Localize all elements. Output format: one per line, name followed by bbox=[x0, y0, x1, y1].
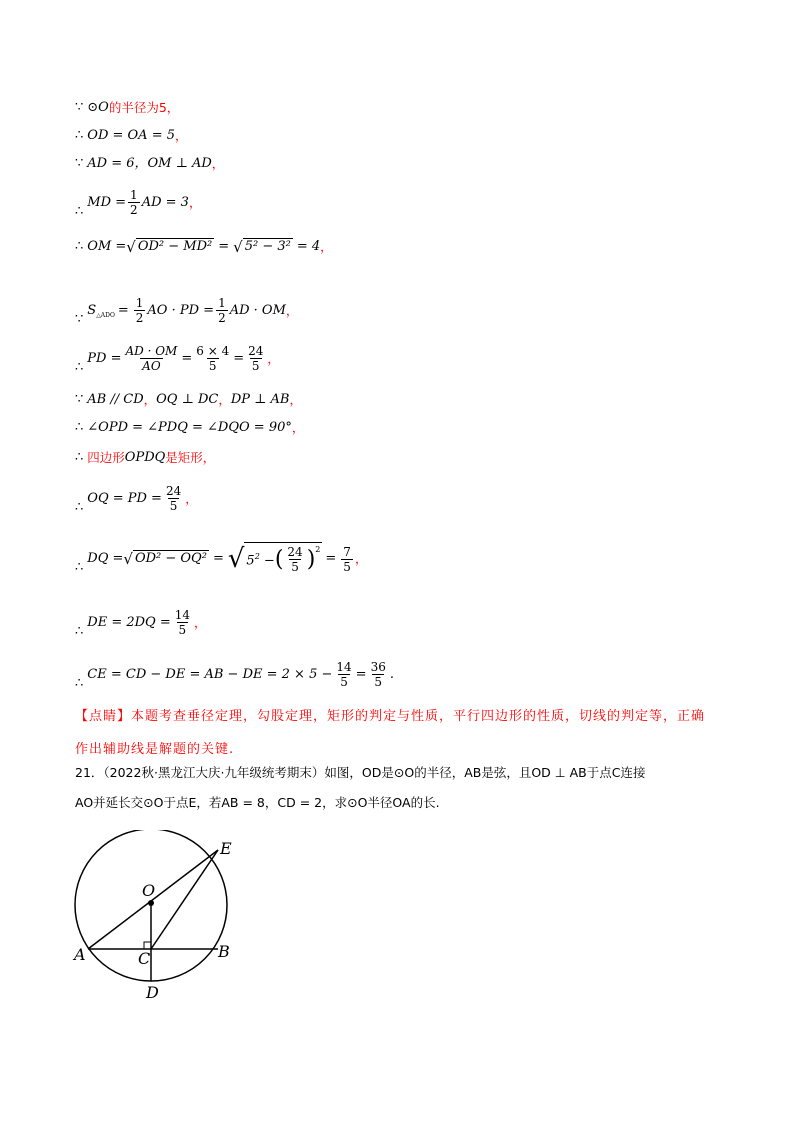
label-o: O bbox=[142, 881, 156, 900]
solution-line-12: ∴ DQ = √ OD² − OQ² = √ $5^2$ − ( $\frac{24}{5}$ ) $^2$ = $\frac{7}{5}$ ， bbox=[75, 544, 368, 575]
right-angle-mark bbox=[144, 942, 151, 949]
geometry-figure bbox=[60, 830, 260, 1010]
fraction: $\frac{6 \times 4}{5}$ bbox=[196, 344, 230, 373]
fraction: $\frac{24}{5}$ bbox=[287, 545, 303, 574]
label-a: A bbox=[74, 945, 86, 964]
solution-line-13: ∴ DE = 2DQ = $\frac{14}{5}$ ， bbox=[75, 608, 207, 639]
square-root: √ $5^2$ − ( $\frac{24}{5}$ ) $^2$ bbox=[227, 544, 321, 574]
fraction: $\frac{14}{5}$ bbox=[174, 608, 191, 637]
solution-line-1: ∵ ⊙O 的半径为5， bbox=[75, 100, 180, 115]
solution-line-3: ∵ AD = 6，OM ⊥ AD ， bbox=[75, 156, 225, 171]
label-c: C bbox=[138, 949, 151, 968]
center-point bbox=[148, 900, 154, 906]
fraction: $\frac{1}{2}$ bbox=[218, 296, 226, 325]
solution-line-7: ∴ PD = $\frac{AD \cdot OM}{AO}$ = $\frac{6 \times 4}{5}$ = $\frac{24}{5}$ ， bbox=[75, 344, 280, 375]
solution-line-4: ∴ MD = $\frac{1}{2}$ AD = 3 ， bbox=[75, 188, 202, 219]
fraction: $\frac{1}{2}$ bbox=[130, 188, 138, 217]
solution-line-11: ∴ OQ = PD = $\frac{24}{5}$ ， bbox=[75, 484, 198, 515]
solution-line-2: ∴ OD = OA = 5 ， bbox=[75, 128, 188, 143]
solution-line-10: ∴ 四边形 OPDQ 是矩形， bbox=[75, 450, 216, 465]
fraction: $\frac{14}{5}$ bbox=[336, 660, 352, 689]
label-d: D bbox=[146, 983, 159, 1002]
square-root: √ OD² − OQ² bbox=[123, 550, 207, 568]
key-point-note: 【点睛】本题考查垂径定理，勾股定理，矩形的判定与性质，平行四边形的性质，切线的判定等，正确作出辅助线是解题的关键. bbox=[75, 709, 706, 757]
segment-ce bbox=[151, 850, 218, 949]
label-e: E bbox=[220, 839, 232, 858]
fraction: $\frac{24}{5}$ bbox=[165, 484, 182, 513]
question-text-line-2: AO并延长交⊙O于点E，若AB = 8，CD = 2，求⊙O半径OA的长. bbox=[75, 795, 440, 810]
solution-line-9: ∴ ∠OPD = ∠PDQ = ∠DQO = 90° ， bbox=[75, 420, 305, 435]
square-root: √ OD² − MD² bbox=[126, 238, 213, 256]
solution-line-5: ∴ OM = √ OD² − MD² = √ 5² − 3² = 4 ， bbox=[75, 238, 333, 256]
fraction: $\frac{36}{5}$ bbox=[370, 660, 386, 689]
fraction: $\frac{AD \cdot OM}{AO}$ bbox=[125, 344, 178, 373]
solution-line-14: ∴ CE = CD − DE = AB − DE = 2 × 5 − $\frac{14}{5}$ = $\frac{36}{5}$ . bbox=[75, 660, 394, 691]
fraction: $\frac{1}{2}$ bbox=[135, 296, 144, 325]
label-b: B bbox=[218, 942, 230, 961]
solution-line-8: ∵ AB // CD ， OQ ⊥ DC ， DP ⊥ AB ， bbox=[75, 392, 302, 407]
square-root: √ 5² − 3² bbox=[233, 238, 291, 256]
fraction: $\frac{24}{5}$ bbox=[248, 344, 264, 373]
question-21 bbox=[75, 758, 725, 818]
question-text-line-1: 21．（2022秋·黑龙江大庆·九年级统考期末）如图，OD是⊙O的半径，AB是弦，且OD ⊥ AB于点C连接 bbox=[75, 765, 646, 780]
solution-line-6: ∵ S △ADO = $\frac{1}{2}$ AO · PD = $\frac{1}{2}$ AD · OM ， bbox=[75, 296, 299, 327]
fraction: $\frac{7}{5}$ bbox=[343, 544, 351, 574]
